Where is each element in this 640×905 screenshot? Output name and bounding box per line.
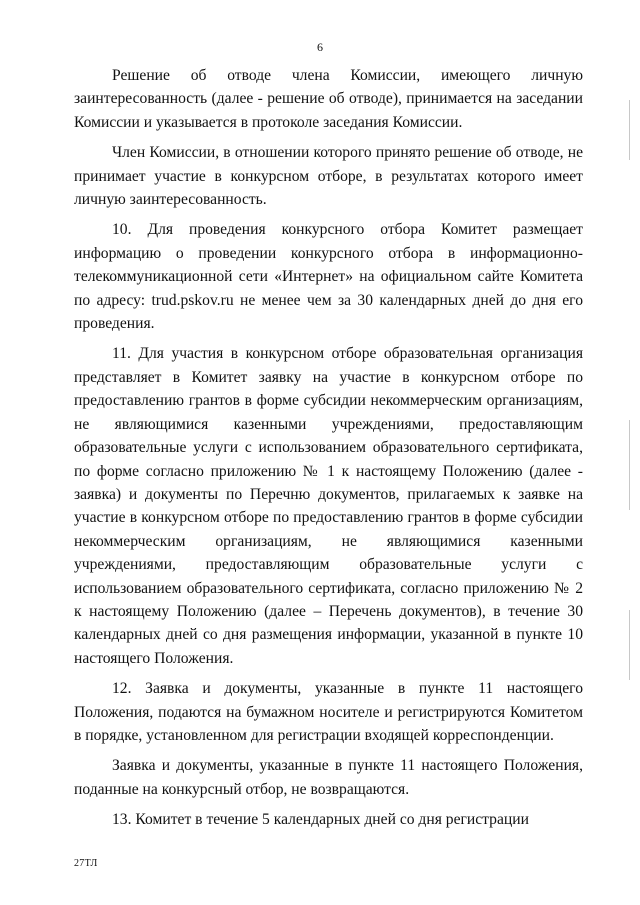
scan-edge-mark — [629, 420, 630, 510]
scan-edge-mark — [629, 100, 630, 160]
paragraph-documents-not-returned: Заявка и документы, указанные в пункте 11 настоящего Положения, поданные на конкурсный отбор, не возвращаются. — [74, 757, 583, 798]
paragraph-item-13: 13. Комитет в течение 5 календарных дней со дня регистрации — [112, 811, 529, 829]
paragraph-item-12: 12. Заявка и документы, указанные в пункте 11 настоящего Положения, подаются на бумажном носителе и регистрируются Комитетом в порядке, установленном для регистрации входящей корреспонденции. — [74, 680, 583, 744]
page-number: 6 — [317, 40, 323, 54]
document-body — [74, 64, 583, 839]
paragraph-item-11: 11. Для участия в конкурсном отборе образовательная организация представляет в Комитет заявку на участие в конкурсном отборе по предоставлению грантов в форме субсидии некоммерческим организациям, не являющимися казенными учреждениями, предоставляющим образовательные услуги с использованием образовательного сертификата, по форме согласно приложению № 1 к настоящему Положению (далее - заявка) и документы по Перечню документов, прилагаемых к заявке на участие в конкурсном отборе по предоставлению грантов в форме субсидии некоммерческим организациям, не являющимися казенными учреждениями, предоставляющим образовательные услуги с использованием образовательного сертификата, согласно приложению № 2 к настоящему Положению (далее – Перечень документов), в течение 30 календарных дней со дня размещения информации, указанной в пункте 10 настоящего Положения. — [74, 345, 583, 667]
paragraph-member-exclusion: Член Комиссии, в отношении которого принято решение об отводе, не принимает участие в конкурсном отборе, в результатах которого имеет личную заинтересованность. — [74, 144, 583, 209]
scan-edge-mark — [629, 610, 630, 680]
paragraph-item-10: 10. Для проведения конкурсного отбора Комитет размещает информацию о проведении конкурсного отбора в информационно-телекоммуникационной сети «Интернет» на официальном сайте Комитета по адресу: trud.pskov.ru не менее чем за 30 календарных дней до дня его проведения. — [74, 221, 583, 333]
paragraph-recusal-decision: Решение об отводе члена Комиссии, имеющего личную заинтересованность (далее - решение об отводе), принимается на заседании Комиссии и указывается в протоколе заседания Комиссии. — [74, 67, 583, 131]
footer-code: 27ТЛ — [74, 858, 98, 869]
